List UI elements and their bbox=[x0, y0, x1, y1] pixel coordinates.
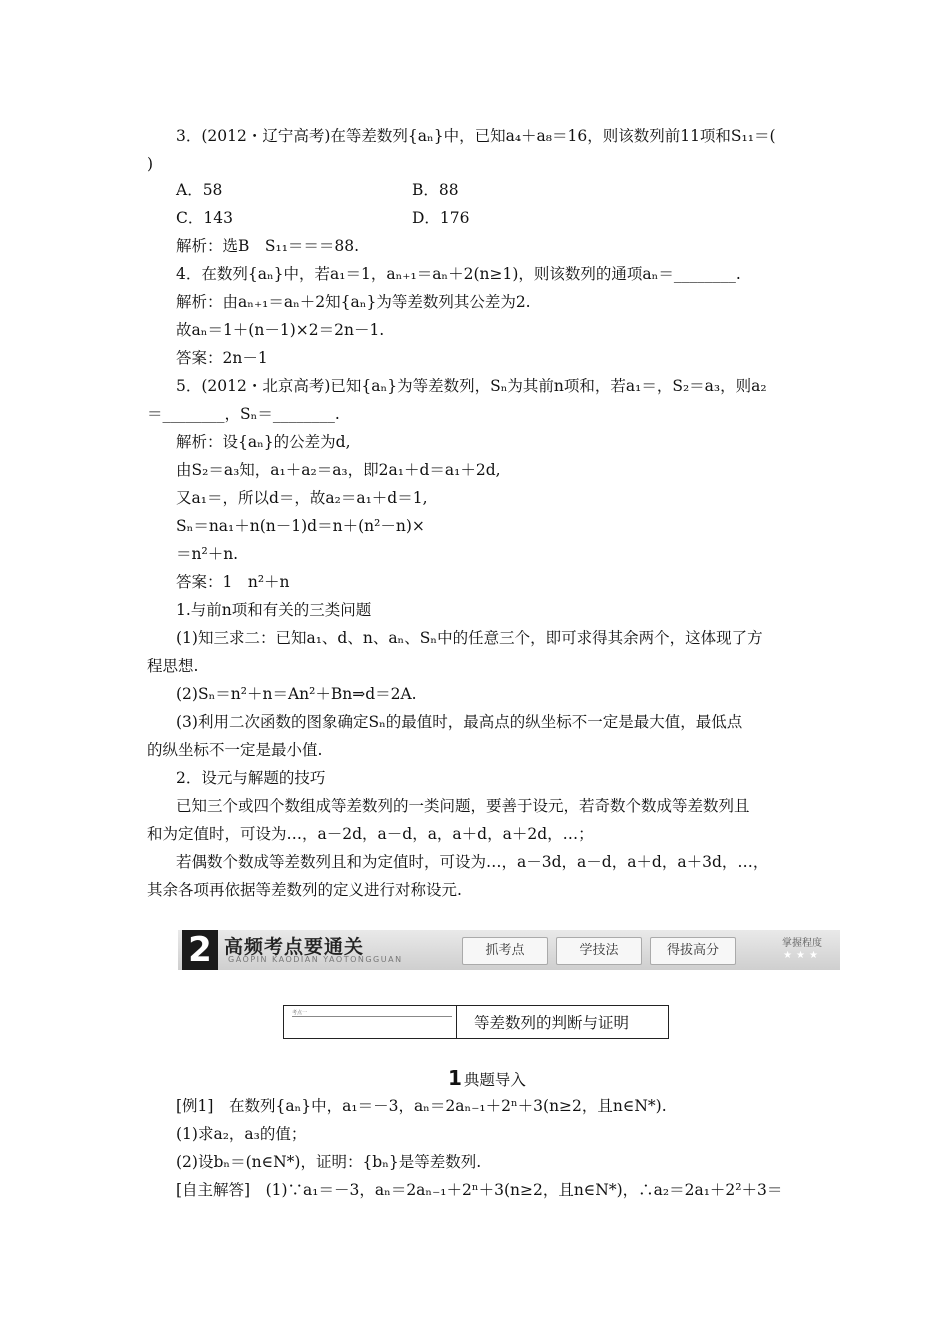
banner-number: 2 bbox=[182, 930, 218, 970]
q5-solution-2: 由S₂＝a₃知，a₁＋a₂＝a₃，即2a₁＋d＝a₁＋2d, bbox=[176, 461, 501, 479]
option-c: C．143 bbox=[176, 209, 233, 227]
q5-solution-1: 解析：设{aₙ}的公差为d, bbox=[176, 433, 351, 451]
q5-solution-4: Sₙ＝na₁＋n(n－1)d＝n＋(n²－n)× bbox=[176, 517, 425, 535]
section-number: 1 bbox=[448, 1066, 462, 1090]
banner-button-score[interactable]: 得拔高分 bbox=[650, 937, 736, 965]
tip-2-2-cont: 其余各项再依据等差数列的定义进行对称设元. bbox=[147, 881, 462, 899]
example-1-part-1: (1)求a₂，a₃的值； bbox=[176, 1125, 307, 1143]
tip-1-3-cont: 的纵坐标不一定是最小值. bbox=[147, 741, 323, 759]
tip-1-1-cont: 程思想. bbox=[147, 657, 199, 675]
q4-answer: 答案：2n－1 bbox=[176, 349, 268, 367]
tip-1-2: (2)Sₙ＝n²＋n＝An²＋Bn⇒d＝2A. bbox=[176, 685, 417, 703]
knowledge-point-box bbox=[283, 1005, 669, 1039]
knowledge-point-tag: 考点一 bbox=[292, 1010, 308, 1016]
banner-button-grasp[interactable]: 抓考点 bbox=[462, 937, 548, 965]
knowledge-point-topic: 等差数列的判断与证明 bbox=[474, 1014, 630, 1032]
q5-solution-5: ＝n²＋n. bbox=[176, 545, 239, 563]
line-q3: 3．(2012・辽宁高考)在等差数列{aₙ}中，已知a₄＋a₈＝16，则该数列前11项和S₁₁＝( bbox=[176, 127, 776, 145]
section-title: 典题导入 bbox=[463, 1071, 526, 1089]
tip-heading-2: 2．设元与解题的技巧 bbox=[176, 769, 326, 787]
q4-solution: 解析：由aₙ₊₁＝aₙ＋2知{aₙ}为等差数列其公差为2. bbox=[176, 293, 531, 311]
tip-2-1-cont: 和为定值时，可设为…，a－2d，a－d，a，a＋d，a＋2d，…； bbox=[147, 825, 594, 843]
line-q5: 5．(2012・北京高考)已知{aₙ}为等差数列，Sₙ为其前n项和，若a₁＝，S₂＝a₃，则a₂ bbox=[176, 377, 767, 395]
section-heading bbox=[448, 1066, 526, 1090]
banner-level-label: 掌握程度 bbox=[782, 938, 822, 949]
q5-solution-3: 又a₁＝，所以d＝，故a₂＝a₁＋d＝1, bbox=[176, 489, 428, 507]
self-answer: [自主解答] (1)∵a₁＝－3，aₙ＝2aₙ₋₁＋2ⁿ＋3(n≥2，且n∈N*)，∴a₂＝2a₁＋2²＋3＝ bbox=[176, 1181, 783, 1199]
banner-subtitle: GAOPIN KAODIAN YAOTONGGUAN bbox=[228, 955, 403, 964]
option-d: D．176 bbox=[412, 209, 470, 227]
tip-2-1: 已知三个或四个数组成等差数列的一类问题，要善于设元，若奇数个数成等差数列且 bbox=[176, 797, 750, 815]
knowledge-point-label-cell bbox=[284, 1006, 457, 1038]
option-a: A．58 bbox=[176, 181, 223, 199]
line-q4: 4．在数列{aₙ}中，若a₁＝1，aₙ₊₁＝aₙ＋2(n≥1)，则该数列的通项aₙ＝________. bbox=[176, 265, 741, 283]
q3-solution: 解析：选B S₁₁＝＝＝88. bbox=[176, 237, 360, 255]
tip-heading-1: 1.与前n项和有关的三类问题 bbox=[176, 601, 372, 619]
line-q5-blanks: ＝________，Sₙ＝________. bbox=[147, 405, 340, 423]
q4-solution-2: 故aₙ＝1＋(n－1)×2＝2n－1. bbox=[176, 321, 385, 339]
tip-1-1: (1)知三求二：已知a₁、d、n、aₙ、Sₙ中的任意三个，即可求得其余两个，这体现了方 bbox=[176, 629, 763, 647]
tip-1-3: (3)利用二次函数的图象确定Sₙ的最值时，最高点的纵坐标不一定是最大值，最低点 bbox=[176, 713, 743, 731]
section-banner bbox=[178, 930, 840, 970]
tip-2-2: 若偶数个数成等差数列且和为定值时，可设为…，a－3d，a－d，a＋d，a＋3d，…， bbox=[176, 853, 769, 871]
banner-title: 高频考点要通关 bbox=[224, 936, 365, 958]
divider bbox=[292, 1016, 452, 1017]
q5-answer: 答案：1 n²＋n bbox=[176, 573, 290, 591]
banner-button-skill[interactable]: 学技法 bbox=[556, 937, 642, 965]
star-icon: ★★★ bbox=[783, 950, 822, 961]
example-1: [例1] 在数列{aₙ}中，a₁＝－3，aₙ＝2aₙ₋₁＋2ⁿ＋3(n≥2，且n∈N*). bbox=[176, 1097, 667, 1115]
line-q3-paren: ) bbox=[147, 155, 154, 173]
example-1-part-2: (2)设bₙ＝(n∈N*)，证明：{bₙ}是等差数列. bbox=[176, 1153, 482, 1171]
option-b: B．88 bbox=[412, 181, 459, 199]
